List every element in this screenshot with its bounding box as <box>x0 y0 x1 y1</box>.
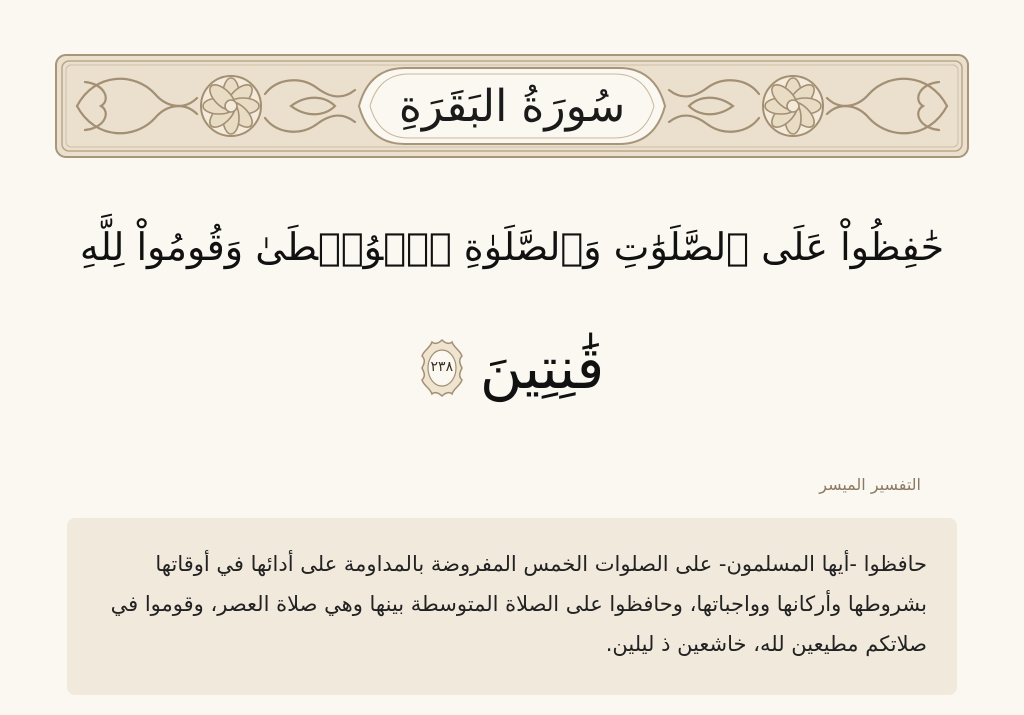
verse-line-2-text: قَٰنِتِينَ <box>479 334 605 402</box>
surah-name: سُورَةُ البَقَرَةِ <box>398 80 626 132</box>
verse-line-2 <box>60 318 964 418</box>
verse-line-1: حَٰفِظُواْ عَلَى ٱلصَّلَوَٰتِ وَٱلصَّلَوٰةِ ٱلۡوُسۡطَىٰ وَقُومُواْ لِلَّهِ <box>79 225 945 269</box>
ayah-number: ٢٣٨ <box>430 359 454 375</box>
surah-header-banner <box>55 54 969 158</box>
ayah-number-marker <box>420 338 464 398</box>
tafsir-label: التفسير الميسر <box>819 475 921 494</box>
tafsir-text: حافظوا -أيها المسلمون- على الصلوات الخمس المفروضة بالمداومة على أدائها في أوقاتها بشروطها وأركانها وواجباتها، وحافظوا على الصلاة المتوسطة بينها وهي صلاة العصر، وقوموا في صلاتكم مطيعين لله، خاشعين ذ ليلين. <box>110 552 927 656</box>
tafsir-box <box>67 518 957 695</box>
